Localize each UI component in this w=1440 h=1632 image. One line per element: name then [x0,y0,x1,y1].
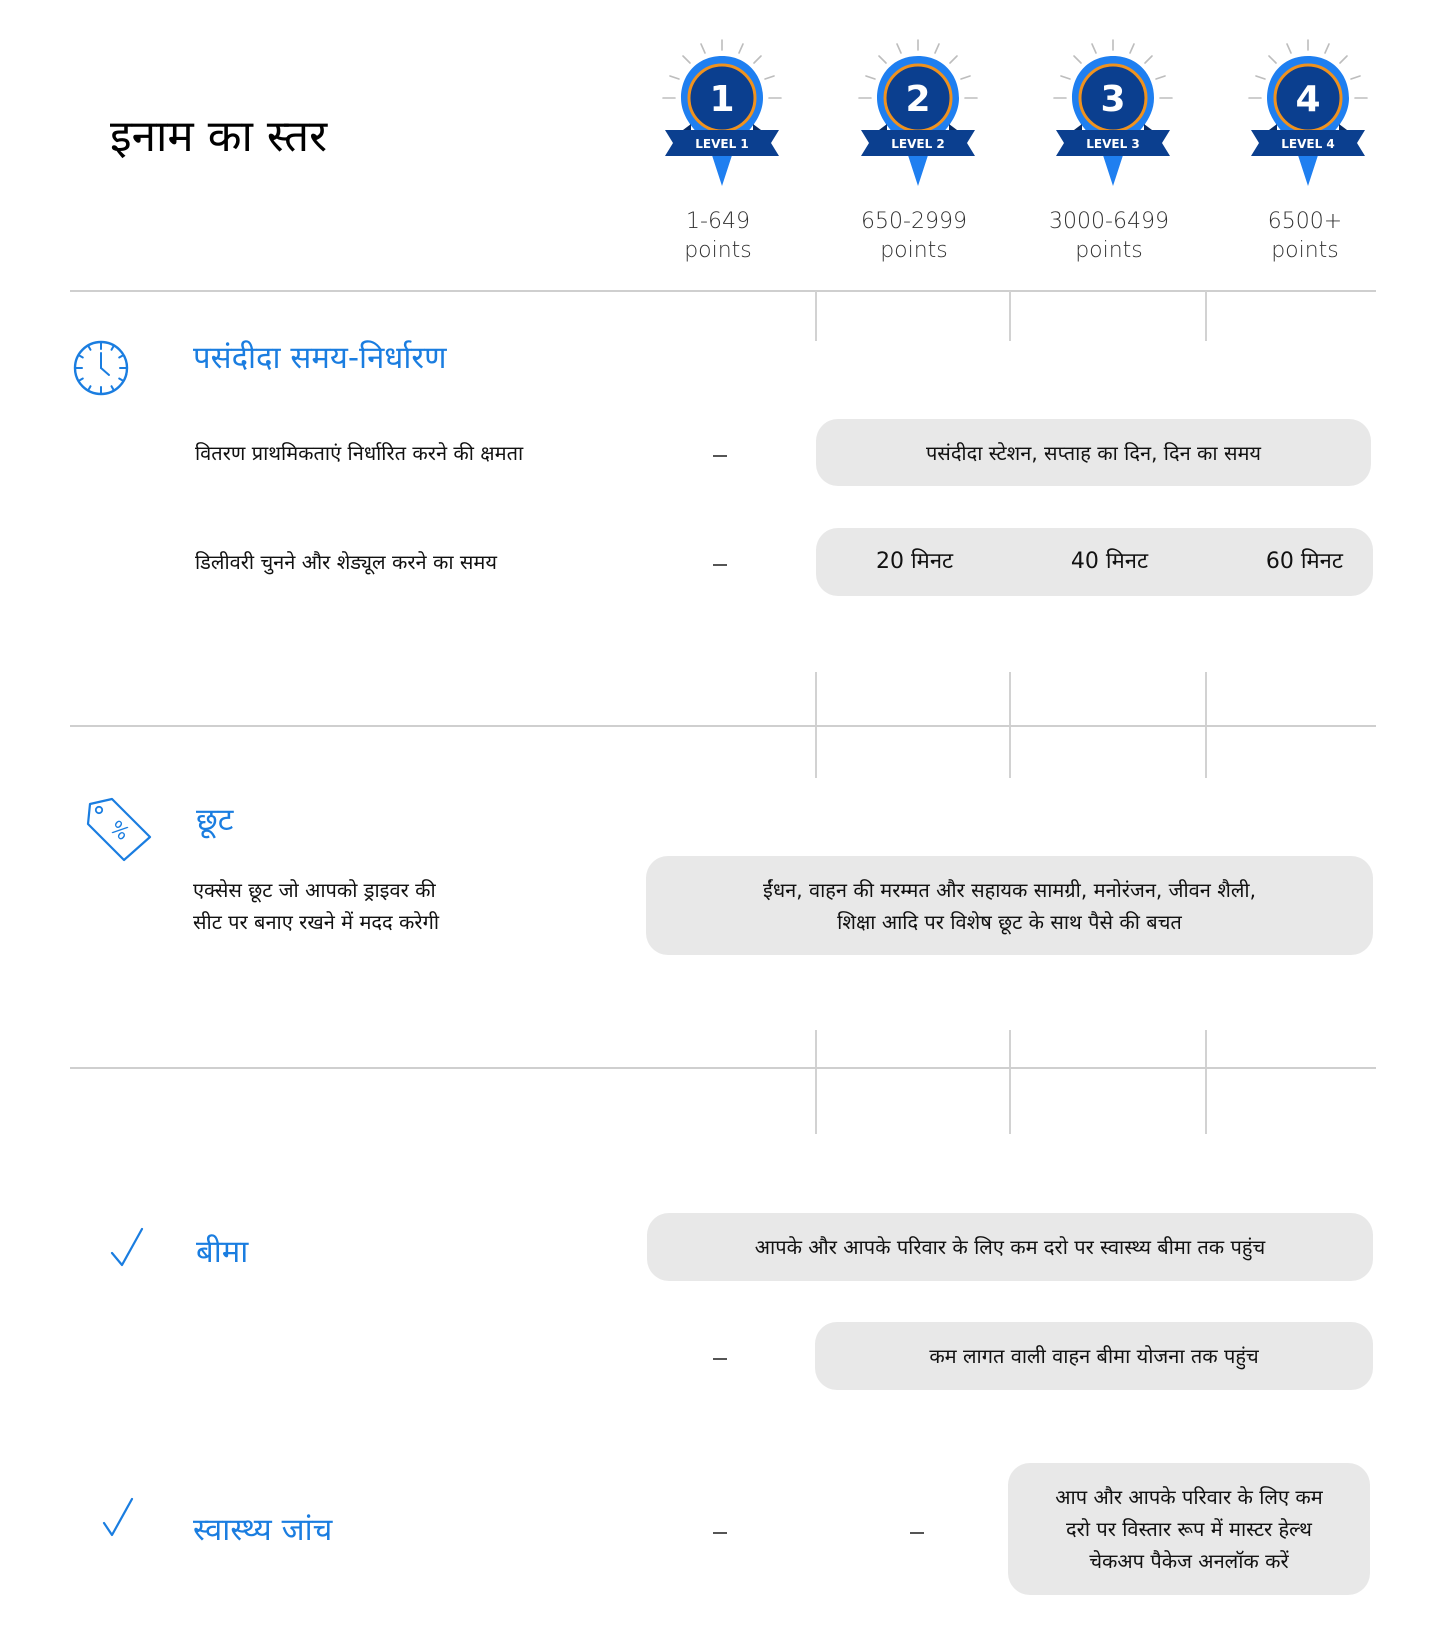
section-title-scheduling: पसंदीदा समय-निर्धारण [193,340,447,376]
discount-tag-icon [84,794,154,864]
description-line: सीट पर बनाए रखने में मदद करेगी [193,910,440,934]
health-check-pill [1008,1463,1370,1595]
preferences-value: पसंदीदा स्टेशन, सप्ताह का दिन, दिन का समय [925,440,1262,465]
level-3-time: 40 मिनट [1070,549,1149,574]
points-range: 6500+ [1267,209,1343,234]
health-check-value-line: आप और आपके परिवार के लिए कम [1055,1485,1323,1509]
level-1-dash [713,1358,727,1360]
section-divider [70,725,1376,727]
level-label: LEVEL 2 [891,137,945,151]
level-number: 4 [1295,79,1321,120]
discounts-pill [646,856,1373,955]
health-check-value-line: चेकअप पैकेज अनलॉक करें [1089,1549,1289,1573]
health-insurance-value: आपके और आपके परिवार के लिए कम दरो पर स्वास्थ्य बीमा तक पहुंच [754,1235,1266,1259]
row-label-delivery-preferences: वितरण प्राथमिकताएं निर्धारित करने की क्षमता [195,441,524,465]
vehicle-insurance-pill [815,1322,1373,1390]
health-check-value-line: दरो पर विस्तार रूप में मास्टर हेल्थ [1066,1517,1312,1541]
column-divider [1205,291,1207,341]
level-1-points [643,207,793,265]
level-4-points [1230,207,1380,265]
discounts-value-line: ईंधन, वाहन की मरम्मत और सहायक सामग्री, मनोरंजन, जीवन शैली, [763,877,1256,902]
level-3-badge [1048,38,1178,188]
level-2-time: 20 मिनट [876,549,954,574]
points-range: 3000-6499 [1049,209,1169,234]
column-divider [815,291,817,341]
column-divider [1009,291,1011,341]
points-range: 1-649 [686,209,750,234]
level-1-dash [713,455,727,457]
level-label: LEVEL 4 [1281,137,1335,151]
points-unit: points [684,238,752,263]
column-divider [1205,1030,1207,1134]
level-1-badge [657,38,787,188]
level-3-points [1034,207,1184,265]
checkmark-icon [100,1495,140,1539]
column-divider [1009,1030,1011,1134]
section-title-discounts: छूट [196,802,234,838]
level-4-time: 60 मिनट [1265,549,1343,574]
description-line: एक्सेस छूट जो आपको ड्राइवर की [193,878,436,902]
row-label-scheduling-time: डिलीवरी चुनने और शेड्यूल करने का समय [195,550,497,574]
points-unit: points [880,238,948,263]
points-range: 650-2999 [861,209,967,234]
clock-icon [72,339,130,397]
level-number: 1 [709,79,735,120]
level-label: LEVEL 3 [1086,137,1140,151]
column-divider [815,1030,817,1134]
page-title: इनाम का स्तर [110,111,328,162]
level-2-dash [910,1532,924,1534]
vehicle-insurance-value: कम लागत वाली वाहन बीमा योजना तक पहुंच [929,1344,1259,1368]
level-label: LEVEL 1 [695,137,749,151]
level-2-points [839,207,989,265]
level-2-badge [853,38,983,188]
health-insurance-pill [647,1213,1373,1281]
scheduling-time-pill [816,528,1373,596]
preferences-pill [816,419,1371,486]
discounts-value-line: शिक्षा आदि पर विशेष छूट के साथ पैसे की बचत [837,909,1182,934]
svg-text:%: % [105,816,134,845]
level-1-dash [713,564,727,566]
level-number: 3 [1100,79,1126,120]
header-divider [70,290,1376,292]
level-number: 2 [905,79,931,120]
section-divider [70,1067,1376,1069]
section-title-insurance: बीमा [196,1234,249,1270]
level-4-badge [1243,38,1373,188]
section-title-health-check: स्वास्थ्य जांच [193,1512,333,1548]
points-unit: points [1075,238,1143,263]
checkmark-icon [108,1225,148,1269]
points-unit: points [1271,238,1339,263]
discounts-description [193,874,439,938]
level-1-dash [713,1532,727,1534]
